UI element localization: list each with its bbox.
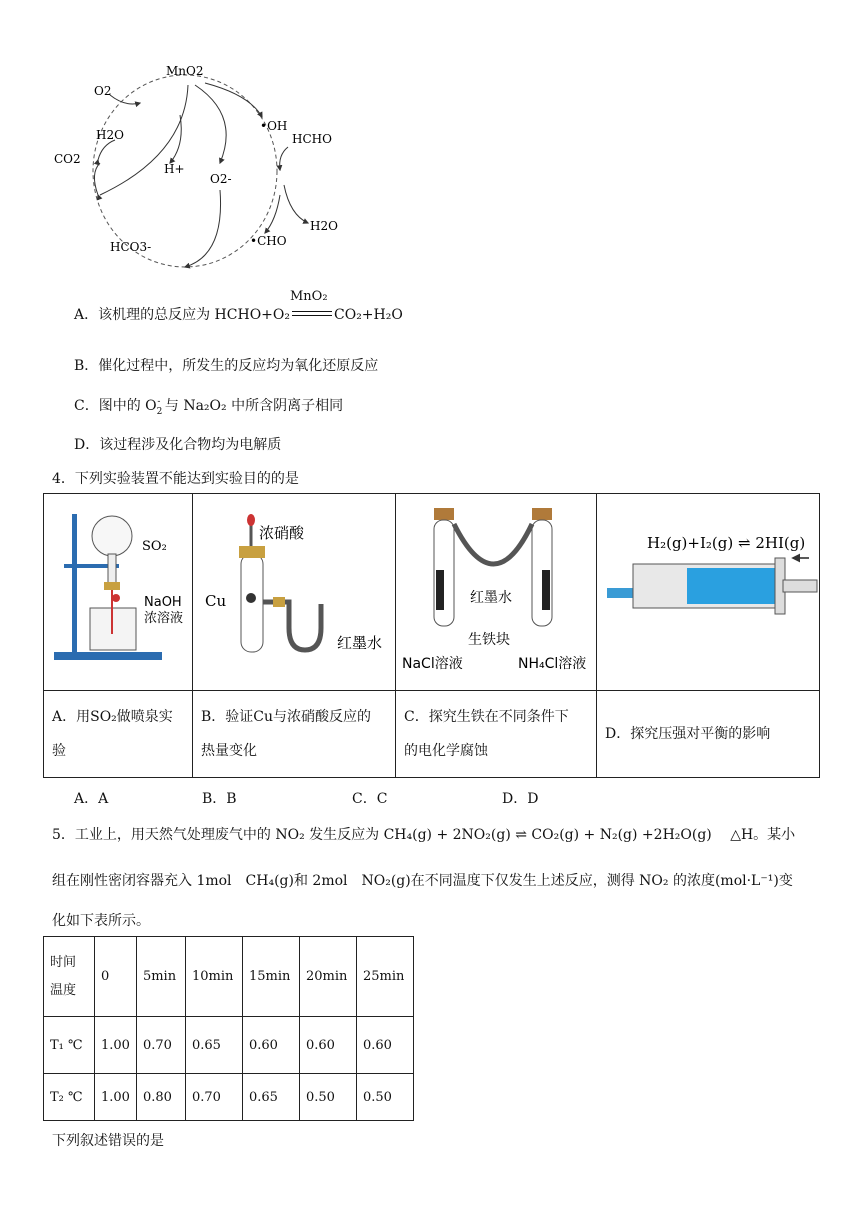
fig-a-reagent1: NaOH bbox=[144, 595, 182, 610]
q3-option-a-suffix: CO₂+H₂O bbox=[334, 307, 403, 323]
q3-option-b: B．催化过程中，所发生的反应均为氧化还原反应 bbox=[74, 358, 379, 374]
time-10: 10min bbox=[185, 937, 242, 1017]
caption-d-line1: D．探究压强对平衡的影响 bbox=[605, 726, 771, 742]
label-co2: CO2 bbox=[54, 152, 81, 166]
q3-option-c bbox=[74, 395, 343, 417]
arrow-hcho-in bbox=[280, 147, 288, 170]
arrow-mno2-oh bbox=[205, 83, 262, 117]
fig-b-metal: Cu bbox=[205, 592, 227, 610]
q5-after: 下列叙述错误的是 bbox=[52, 1133, 164, 1149]
catalytic-cycle-diagram bbox=[40, 55, 360, 285]
q4-answer-a: A．A bbox=[74, 791, 109, 807]
fig-c-right-sol: NH₄Cl溶液 bbox=[518, 656, 587, 672]
row-t2-label: T₂ ℃ bbox=[44, 1074, 95, 1121]
caption-d bbox=[597, 691, 820, 778]
fig-b-acid: 浓硝酸 bbox=[259, 524, 305, 542]
label-h2o-right: H2O bbox=[310, 219, 338, 233]
q4-apparatus-table bbox=[43, 493, 820, 778]
cell: 0.60 bbox=[242, 1017, 299, 1074]
time-15: 15min bbox=[242, 937, 299, 1017]
q5-data-table bbox=[43, 936, 414, 1121]
sup-minus: - bbox=[157, 397, 161, 408]
figure-a-cell bbox=[44, 494, 193, 691]
caption-a-line1: A．用SO₂做喷泉实 bbox=[52, 709, 173, 725]
q4-answer-c: C．C bbox=[352, 791, 388, 807]
caption-a-line2: 验 bbox=[52, 743, 66, 759]
q4-answer-d: D．D bbox=[502, 791, 539, 807]
figure-d-cell bbox=[597, 494, 820, 691]
label-hco3: HCO3- bbox=[110, 240, 152, 254]
arrow-o2minus-hco3 bbox=[185, 190, 221, 267]
caption-b bbox=[193, 691, 396, 778]
time-25: 25min bbox=[356, 937, 413, 1017]
fig-b-ink: 红墨水 bbox=[337, 634, 383, 652]
label-h2o-left: H2O bbox=[96, 128, 124, 142]
fig-c-ink: 红墨水 bbox=[470, 590, 512, 606]
cell: 0.50 bbox=[356, 1074, 413, 1121]
arrow-h2o-right bbox=[284, 185, 308, 223]
cell: 1.00 bbox=[95, 1017, 137, 1074]
catalyst-over-arrow bbox=[290, 289, 334, 323]
caption-c-line2: 的电化学腐蚀 bbox=[404, 743, 488, 759]
row-t1-label: T₁ ℃ bbox=[44, 1017, 95, 1074]
label-hcho: HCHO bbox=[292, 132, 332, 146]
fig-c-left-sol: NaCl溶液 bbox=[402, 656, 463, 672]
time-5: 5min bbox=[136, 937, 185, 1017]
cell: 1.00 bbox=[95, 1074, 137, 1121]
label-o2-minus: O2- bbox=[210, 172, 232, 186]
fig-a-reagent2: 浓溶液 bbox=[144, 611, 184, 626]
q3-option-c-prefix: C．图中的 O bbox=[74, 398, 157, 414]
q5-line1: 5．工业上，用天然气处理废气中的 NO₂ 发生反应为 CH₄(g) + 2NO₂(g) ⇌ CO₂(g) + N₂(g) +2H₂O(g) △H。某小 bbox=[52, 827, 796, 843]
caption-c-line1: C．探究生铁在不同条件下 bbox=[404, 709, 569, 725]
fig-d-equation: H₂(g)+I₂(g) ⇌ 2HI(g) bbox=[647, 534, 806, 552]
fig-a-gas: SO₂ bbox=[142, 539, 167, 554]
figure-b-copper bbox=[193, 494, 395, 686]
cell: 0.70 bbox=[185, 1074, 242, 1121]
caption-b-line2: 热量变化 bbox=[201, 743, 257, 759]
figure-c-corrosion bbox=[396, 494, 596, 686]
q3-option-c-suffix: 与 Na₂O₂ 中所含阴离子相同 bbox=[164, 398, 344, 414]
cell: 0.50 bbox=[299, 1074, 356, 1121]
fig-c-iron: 生铁块 bbox=[468, 632, 510, 648]
caption-c bbox=[396, 691, 597, 778]
header-temp: 温度 bbox=[50, 982, 77, 998]
label-oh: •OH bbox=[260, 119, 288, 133]
time-0: 0 bbox=[95, 937, 137, 1017]
arrow-mno2-o2minus bbox=[195, 85, 226, 163]
caption-a bbox=[44, 691, 193, 778]
header-cell bbox=[44, 937, 95, 1017]
q4-stem: 4．下列实验装置不能达到实验目的的是 bbox=[52, 471, 299, 487]
time-20: 20min bbox=[299, 937, 356, 1017]
label-cho: •CHO bbox=[250, 234, 287, 248]
label-o2: O2 bbox=[94, 84, 112, 98]
figure-d-syringe bbox=[597, 494, 819, 686]
cell: 0.65 bbox=[185, 1017, 242, 1074]
cell: 0.60 bbox=[299, 1017, 356, 1074]
figure-b-cell bbox=[193, 494, 396, 691]
catalyst-label: MnO₂ bbox=[290, 289, 328, 304]
cell: 0.65 bbox=[242, 1074, 299, 1121]
caption-b-line1: B．验证Cu与浓硝酸反应的 bbox=[201, 709, 372, 725]
arrow-h2o-out bbox=[98, 140, 115, 160]
cell: 0.60 bbox=[356, 1017, 413, 1074]
cell: 0.70 bbox=[136, 1017, 185, 1074]
figure-a-fountain bbox=[44, 494, 192, 686]
q5-line3: 化如下表所示。 bbox=[52, 913, 150, 929]
arrow-o2-in bbox=[110, 95, 140, 104]
q3-option-a-prefix: A．该机理的总反应为 HCHO+O₂ bbox=[74, 307, 290, 323]
cell: 0.80 bbox=[136, 1074, 185, 1121]
figure-c-cell bbox=[396, 494, 597, 691]
label-mno2: MnO2 bbox=[166, 64, 204, 78]
sub-2: 2 bbox=[156, 406, 163, 417]
header-time: 时间 bbox=[50, 954, 77, 970]
label-h-plus: H+ bbox=[164, 162, 185, 176]
q5-line2: 组在刚性密闭容器充入 1mol CH₄(g)和 2mol NO₂(g)在不同温度下仅发生上述反应，测得 NO₂ 的浓度(mol·L⁻¹)变 bbox=[52, 873, 793, 889]
q3-option-a bbox=[74, 289, 403, 324]
equals-line bbox=[292, 311, 332, 316]
q3-option-d: D．该过程涉及化合物均为电解质 bbox=[74, 437, 282, 453]
q4-answer-b: B．B bbox=[202, 791, 237, 807]
